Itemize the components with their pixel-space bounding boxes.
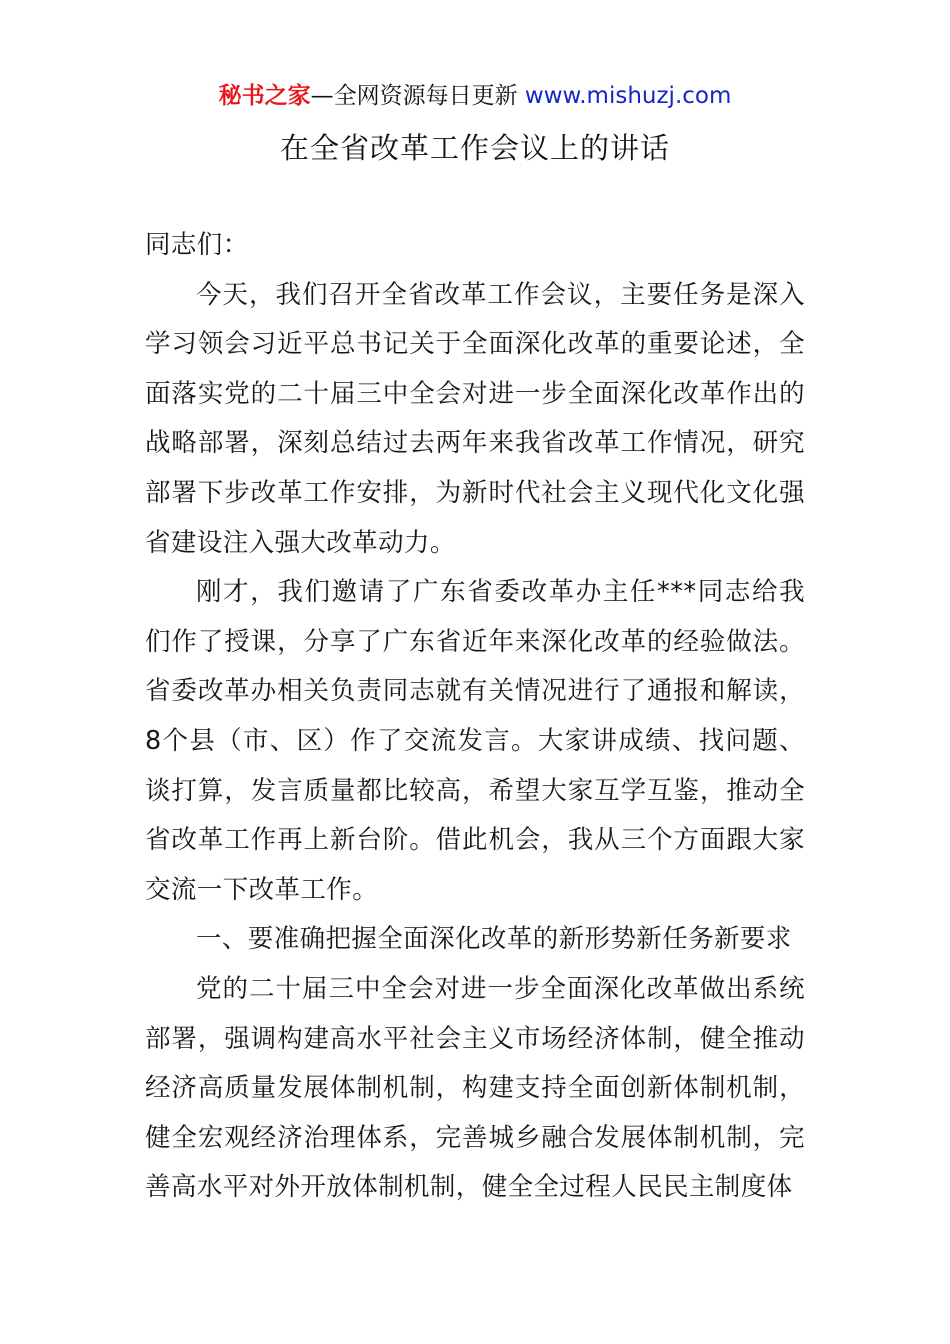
- header-tagline: —全网资源每日更新: [310, 83, 525, 109]
- salutation: 同志们：: [145, 230, 249, 260]
- document-title: 在全省改革工作会议上的讲话: [279, 131, 670, 165]
- paragraph: 党的二十届三中全会对进一步全面深化改革做出系统部署，强调构建高水平社会主义市场经济体制，健全推动经济高质量发展体制机制，构建支持全面创新体制机制，健全宏观经济治理体系，完善城乡融合发展体制机制，完善高水平对外开放体制机制，健全全过程人民民主制度体: [145, 973, 805, 1203]
- document-body: [145, 221, 805, 1213]
- section-heading: 一、要准确把握全面深化改革的新形势新任务新要求: [196, 924, 792, 955]
- site-header: [0, 80, 950, 112]
- site-url-link[interactable]: www.mishuzj.com: [524, 83, 732, 109]
- brand-name: 秘书之家: [218, 83, 311, 109]
- paragraph: 今天，我们召开全省改革工作会议，主要任务是深入学习领会习近平总书记关于全面深化改革的重要论述，全面落实党的二十届三中全会对进一步全面深化改革作出的战略部署，深刻总结过去两年来我省改革工作情况，研究部署下步改革工作安排，为新时代社会主义现代化文化强省建设注入强大改革动力。: [145, 279, 805, 558]
- paragraph: 刚才，我们邀请了广东省委改革办主任***同志给我们作了授课，分享了广东省近年来深化改革的经验做法。省委改革办相关负责同志就有关情况进行了通报和解读，8个县（市、区）作了交流发言。大家讲成绩、找问题、谈打算，发言质量都比较高，希望大家互学互鉴，推动全省改革工作再上新台阶。借此机会，我从三个方面跟大家交流一下改革工作。: [145, 577, 805, 905]
